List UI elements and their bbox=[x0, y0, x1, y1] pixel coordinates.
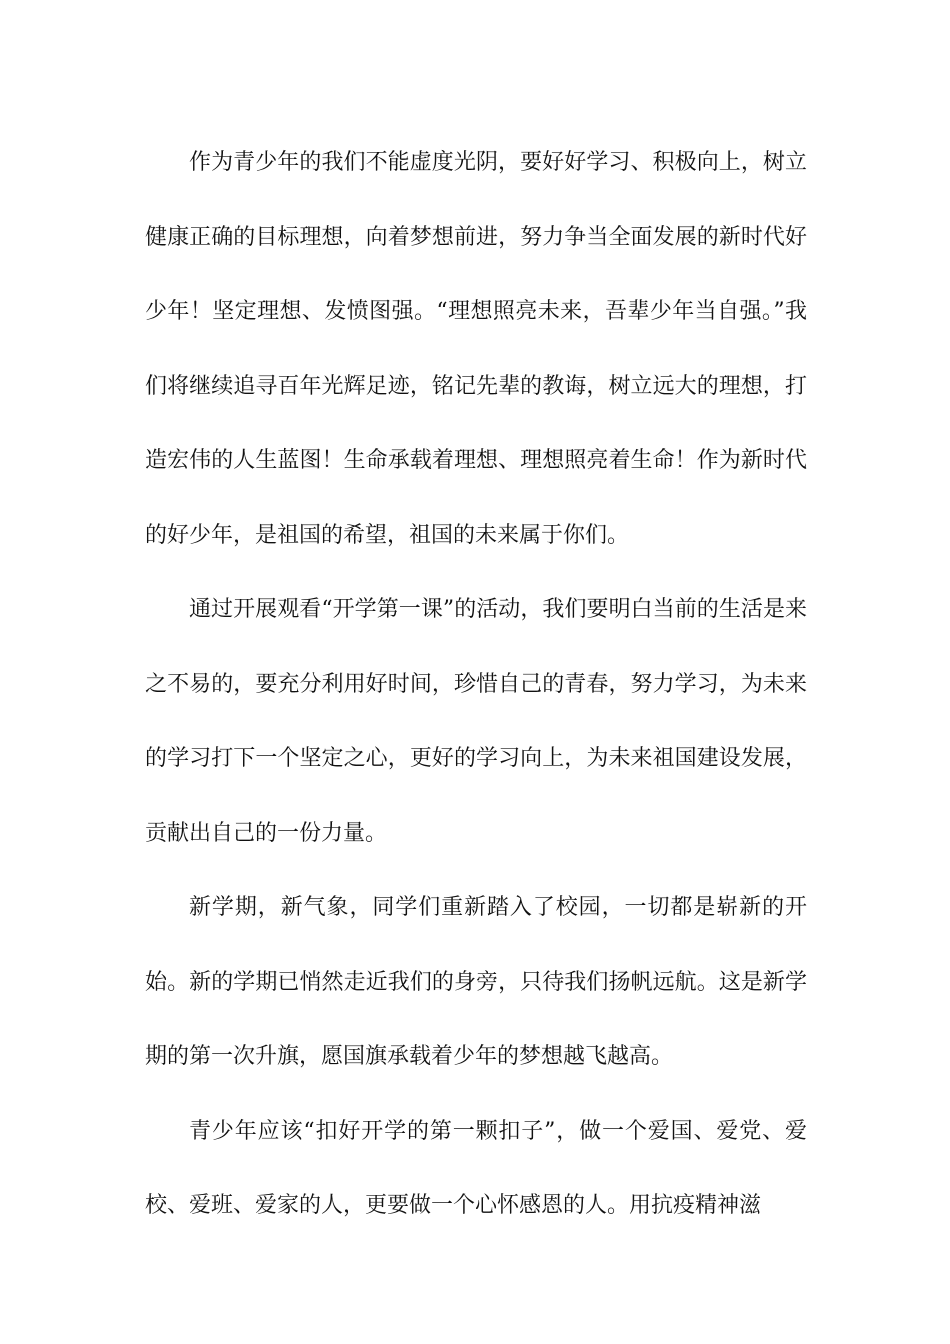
paragraph-2: 通过开展观看“开学第一课”的活动，我们要明白当前的生活是来之不易的，要充分利用好时间，珍惜自己的青春，努力学习，为未来的学习打下一个坚定之心，更好的学习向上，为未来祖国建设发展，贡献出自己的一份力量。 bbox=[145, 597, 807, 846]
paragraph-1: 作为青少年的我们不能虚度光阴，要好好学习、积极向上，树立健康正确的目标理想，向着梦想前进，努力争当全面发展的新时代好少年！坚定理想、发愤图强。“理想照亮未来，吾辈少年当自强。”我们将继续追寻百年光辉足迹，铭记先辈的教诲，树立远大的理想，打造宏伟的人生蓝图！生命承载着理想、理想照亮着生命！作为新时代的好少年，是祖国的希望，祖国的未来属于你们。 bbox=[145, 150, 807, 548]
paragraph-3: 新学期，新气象，同学们重新踏入了校园，一切都是崭新的开始。新的学期已悄然走近我们的身旁，只待我们扬帆远航。这是新学期的第一次升旗，愿国旗承载着少年的梦想越飞越高。 bbox=[145, 895, 807, 1069]
document-body bbox=[145, 126, 807, 1244]
paragraph-4: 青少年应该“扣好开学的第一颗扣子”，做一个爱国、爱党、爱校、爱班、爱家的人，更要做一个心怀感恩的人。用抗疫精神滋 bbox=[145, 1118, 807, 1218]
